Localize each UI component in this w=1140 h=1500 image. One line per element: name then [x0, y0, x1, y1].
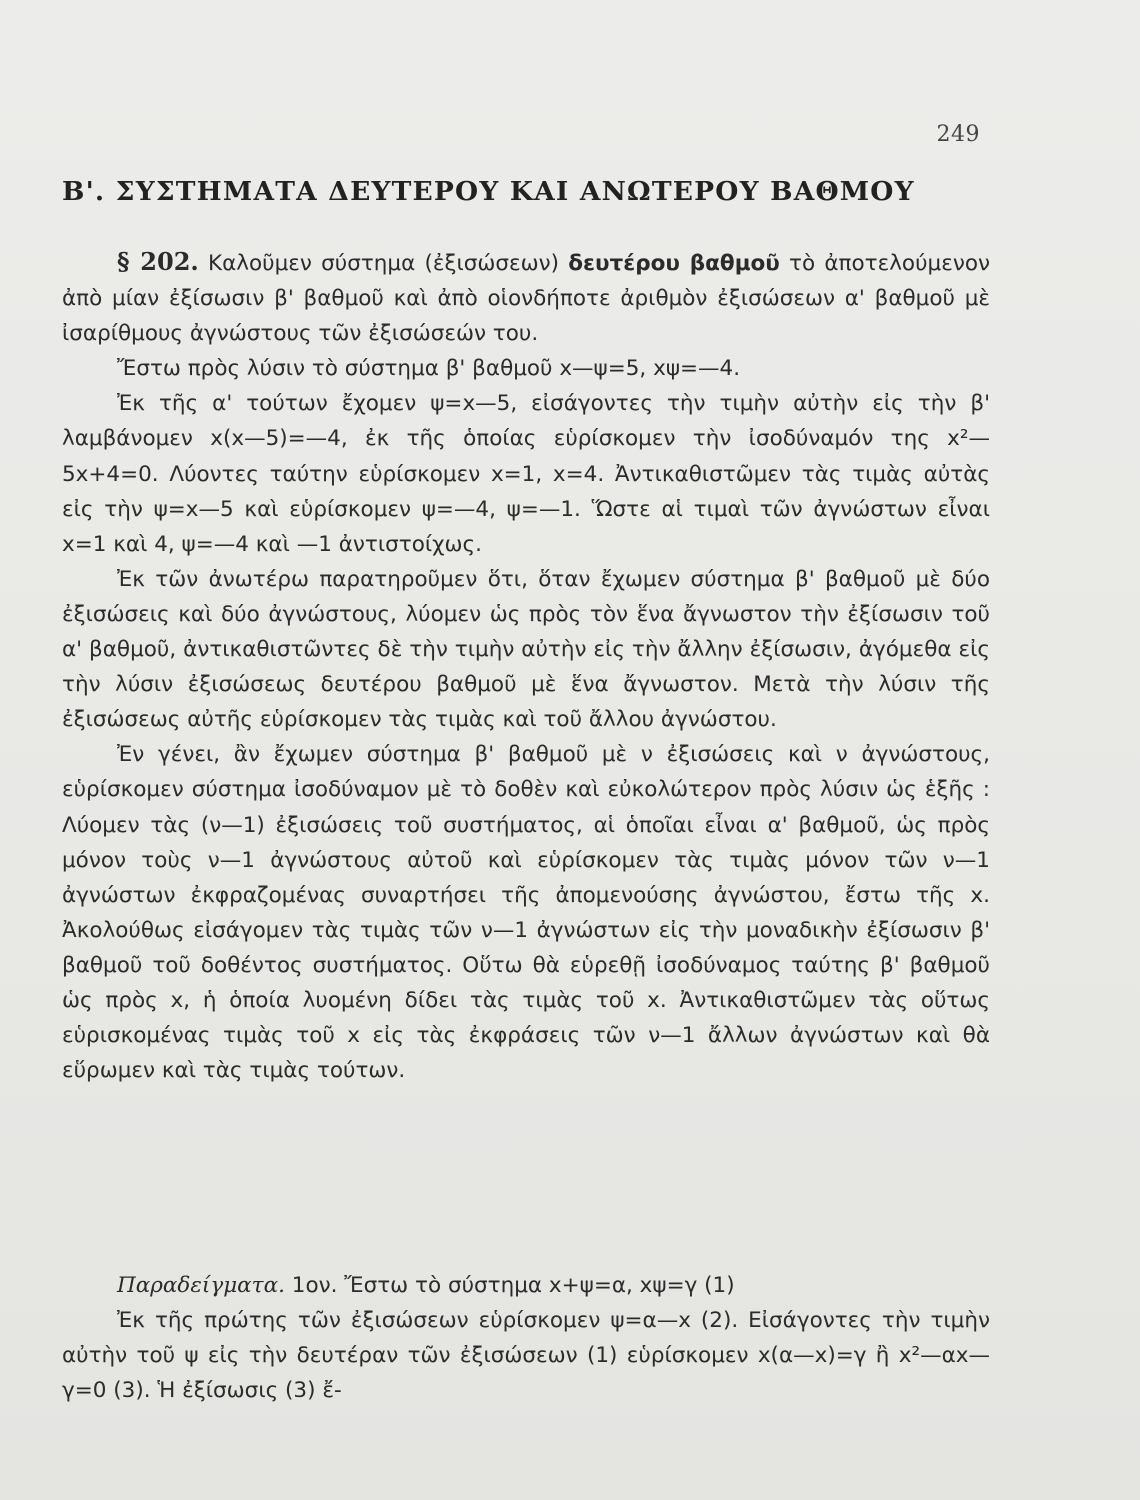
- section-number: § 202.: [117, 247, 199, 276]
- section-body: [62, 244, 990, 1088]
- examples-section: [62, 1268, 990, 1408]
- page-number: 249: [936, 122, 980, 147]
- example-one-solution: Ἐκ τῆς πρώτης τῶν ἐξισώσεων εὑρίσκομεν ψ=α—x (2). Εἰσάγοντες τὴν τιμὴν αὐτὴν τοῦ ψ εἰς τὴν δευτέραν τῶν ἐξισώσεων (1) εὑρίσκομεν x(α—x)=γ ἢ x²—αx—γ=0 (3). Ἡ ἐξίσωσις (3) ἔ-: [62, 1308, 990, 1404]
- definition-text-start: Καλοῦμεν σύστημα (ἐξισώσεων): [208, 251, 560, 276]
- observation-paragraph: Ἐκ τῶν ἀνωτέρω παρατηροῦμεν ὅτι, ὅταν ἔχωμεν σύστημα β' βαθμοῦ μὲ δύο ἐξισώσεις καὶ δύο ἀγνώστους, λύομεν ὡς πρὸς τὸν ἕνα ἄγνωστον τὴν ἐξίσωσιν τοῦ α' βαθμοῦ, ἀντικαθιστῶντες δὲ τὴν τιμὴν αὐτὴν εἰς τὴν ἄλλην ἐξίσωσιν, ἀγόμεθα εἰς τὴν λύσιν ἐξισώσεως δευτέρου βαθμοῦ μὲ ἕνα ἄγνωστον. Μετὰ τὴν λύσιν τῆς ἐξισώσεως αὐτῆς εὑρίσκομεν τὰς τιμὰς καὶ τοῦ ἄλλου ἀγνώστου.: [62, 566, 990, 733]
- examples-intro-paragraph: [62, 1268, 990, 1303]
- definition-paragraph: [62, 244, 990, 351]
- example-statement-paragraph: Ἔστω πρὸς λύσιν τὸ σύστημα β' βαθμοῦ x—ψ=5, xψ=—4.: [117, 356, 741, 382]
- definition-text-end: τὸ ἀποτελούμενον ἀπὸ μίαν ἐξίσωσιν β' βαθμοῦ καὶ ἀπὸ οἱονδήποτε ἀριθμὸν ἐξισώσεων α' βαθμοῦ μὲ ἰσαρίθμους ἀγνώστους τῶν ἐξισώσεών του.: [62, 251, 990, 347]
- section-heading: Β'. ΣΥΣΤΗΜΑΤΑ ΔΕΥΤΕΡΟΥ ΚΑΙ ΑΝΩΤΕΡΟΥ ΒΑΘΜΟΥ: [62, 176, 915, 207]
- examples-label: Παραδείγματα.: [117, 1273, 285, 1298]
- example-one-statement: 1ον. Ἔστω τὸ σύστημα x+ψ=α, xψ=γ (1): [291, 1273, 735, 1298]
- general-method-paragraph: Ἐν γένει, ἂν ἔχωμεν σύστημα β' βαθμοῦ μὲ ν ἐξισώσεις καὶ ν ἀγνώστους, εὑρίσκομεν σύστημα ἰσοδύναμον μὲ τὸ δοθὲν καὶ εὐκολώτερον πρὸς λύσιν ὡς ἑξῆς : Λύομεν τὰς (ν—1) ἐξισώσεις τοῦ συστήματος, αἱ ὁποῖαι εἶναι α' βαθμοῦ, ὡς πρὸς μόνον τοὺς ν—1 ἀγνώστους αὐτοῦ καὶ εὑρίσκομεν τὰς τιμὰς μόνον τῶν ν—1 ἀγνώστων ἐκφραζομένας συναρτήσει τῆς ἀπομενούσης ἀγνώστου, ἔστω τῆς x. Ἀκολούθως εἰσάγομεν τὰς τιμὰς τῶν ν—1 ἀγνώστων εἰς τὴν μοναδικὴν ἐξίσωσιν β' βαθμοῦ τοῦ δοθέντος συστήματος. Οὕτω θὰ εὑρεθῇ ἰσοδύναμος ταύτης β' βαθμοῦ ὡς πρὸς x, ἡ ὁποία λυομένη δίδει τὰς τιμὰς τοῦ x. Ἀντικαθιστῶμεν τὰς οὕτως εὑρισκομένας τιμὰς τοῦ x εἰς τὰς ἐκφράσεις τῶν ν—1 ἄλλων ἀγνώστων καὶ θὰ εὕρωμεν καὶ τὰς τιμὰς τούτων.: [62, 742, 990, 1084]
- definition-term: δευτέρου βαθμοῦ: [568, 251, 780, 276]
- solution-paragraph: Ἐκ τῆς α' τούτων ἔχομεν ψ=x—5, εἰσάγοντες τὴν τιμὴν αὐτὴν εἰς τὴν β' λαμβάνομεν x(x—5)=—4, ἐκ τῆς ὁποίας εὑρίσκομεν τὴν ἰσοδύναμόν της x²—5x+4=0. Λύοντες ταύτην εὑρίσκομεν x=1, x=4. Ἀντικαθιστῶμεν τὰς τιμὰς αὐτὰς εἰς τὴν ψ=x—5 καὶ εὑρίσκομεν ψ=—4, ψ=—1. Ὥστε αἱ τιμαὶ τῶν ἀγνώστων εἶναι x=1 καὶ 4, ψ=—4 καὶ —1 ἀντιστοίχως.: [62, 391, 990, 557]
